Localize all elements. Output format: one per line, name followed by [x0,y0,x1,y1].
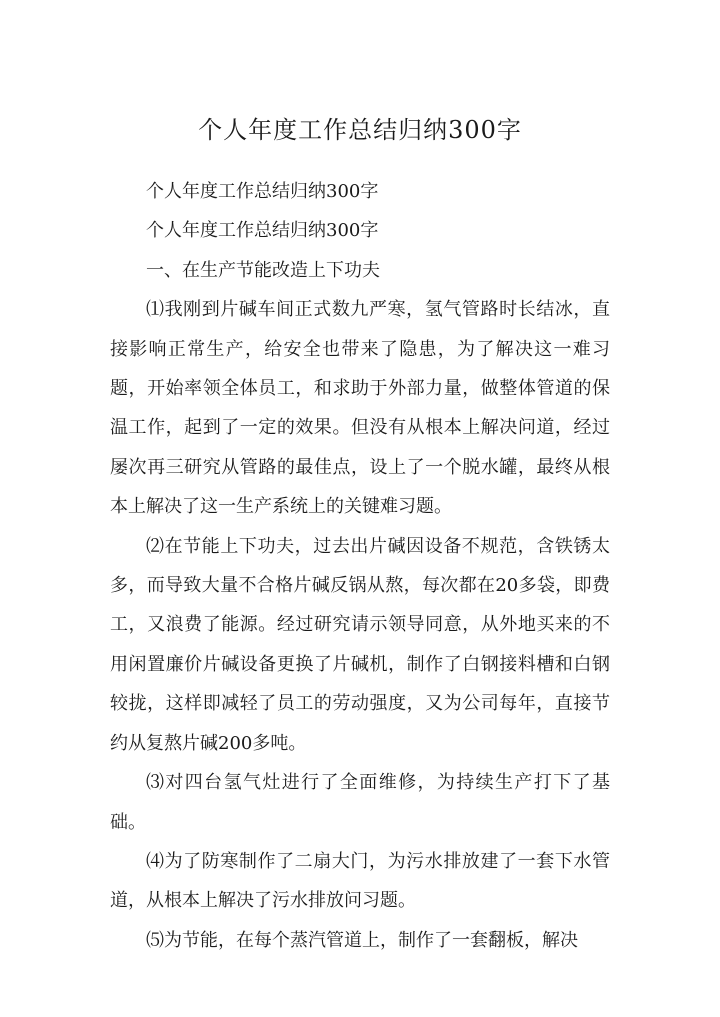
paragraph-item-2: ⑵在节能上下功夫，过去出片碱因设备不规范，含铁锈太多，而导致大量不合格片碱反锅从熬，每次都在20多袋，即费工，又浪费了能源。经过研究请示领导同意，从外地买来的不用闲置廉价片碱设备更换了片碱机，制作了白钢接料槽和白钢较拢，这样即减轻了员工的劳动强度，又为公司每年，直接节约从复熬片碱200多吨。 [110,535,610,754]
paragraph-subtitle-2: 个人年度工作总结归纳300字 [146,220,379,242]
document-body [110,172,610,960]
document-title: 个人年度工作总结归纳300字 [198,116,522,144]
section-heading: 一、在生产节能改造上下功夫 [146,259,380,281]
paragraph-subtitle-1: 个人年度工作总结归纳300字 [146,181,379,202]
paragraph-item-4: ⑷为了防寒制作了二扇大门，为污水排放建了一套下水管道，从根本上解决了污水排放问习题。 [110,850,610,912]
paragraph-item-1: ⑴我刚到片碱车间正式数九严寒，氢气管路时长结冰，直接影响正常生产，给安全也带来了隐患，为了解决这一难习题，开始率领全体员工，和求助于外部力量，做整体管道的保温工作，起到了一定的效果。但没有从根本上解决问道，经过屡次再三研究从管路的最佳点，设上了一个脱水罐，最终从根本上解决了这一生产系统上的关键难习题。 [110,299,610,518]
paragraph-item-3: ⑶对四台氢气灶进行了全面维修，为持续生产打下了基础。 [110,772,610,833]
paragraph-item-5: ⑸为节能，在每个蒸汽管道上，制作了一套翻板，解决 [146,929,578,951]
